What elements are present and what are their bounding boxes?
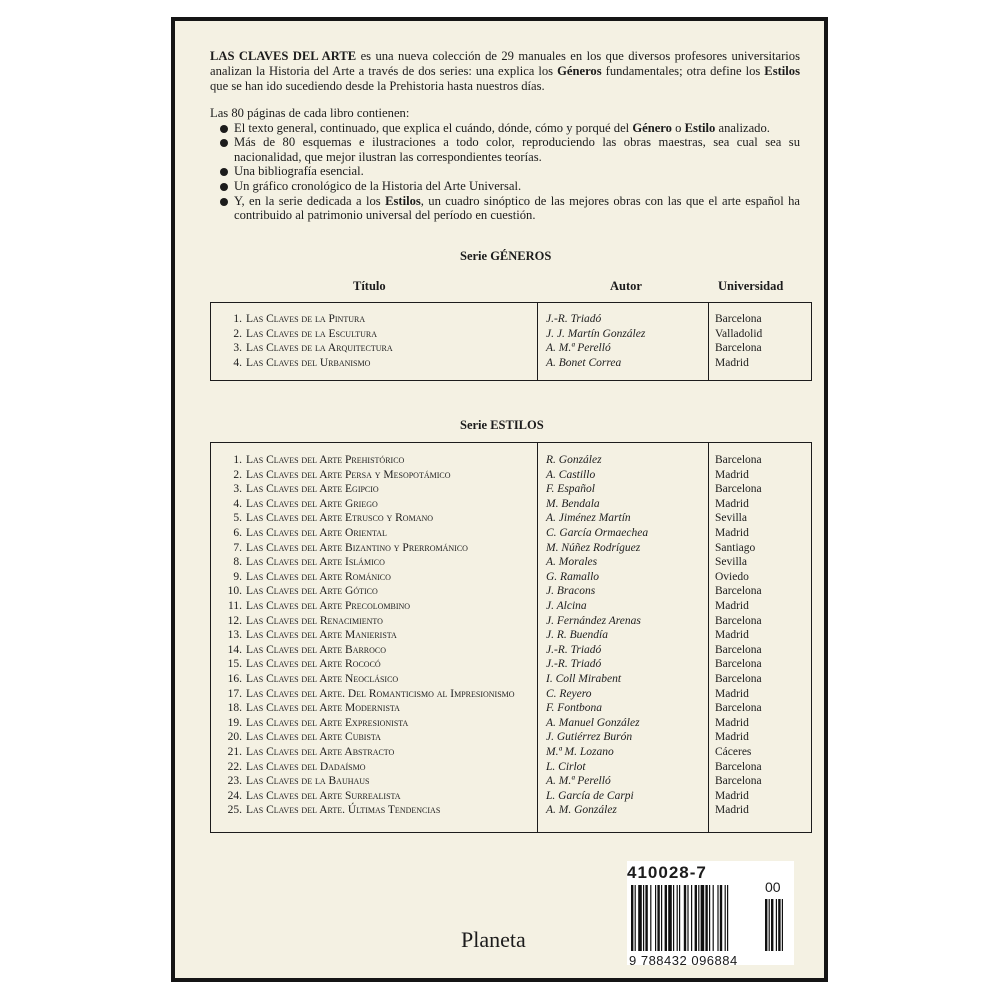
table-row xyxy=(211,614,811,629)
table-row xyxy=(211,657,811,672)
barcode-bar xyxy=(705,885,707,951)
barcode-bar xyxy=(657,885,659,951)
intro-generos: Géneros xyxy=(557,64,602,78)
row-number: 4. xyxy=(233,497,242,510)
table-row xyxy=(211,687,811,702)
book-author: L. Cirlot xyxy=(546,760,586,773)
barcode-bar xyxy=(725,885,726,951)
book-author: J. Fernández Arenas xyxy=(546,614,641,627)
book-author: J.-R. Triadó xyxy=(546,658,602,671)
row-number: 12. xyxy=(227,614,242,627)
serie-estilos-heading: Serie ESTILOS xyxy=(460,418,544,432)
table-row xyxy=(211,453,811,468)
row-number: 24. xyxy=(227,789,242,802)
intro-paragraph xyxy=(210,49,800,94)
list-item xyxy=(220,121,800,136)
book-author: M. Bendala xyxy=(546,497,600,510)
row-number: 2. xyxy=(233,468,242,481)
book-university: Madrid xyxy=(715,687,749,700)
book-title: Las Claves del Arte Precolombino xyxy=(246,600,411,612)
row-number: 3. xyxy=(233,342,242,355)
table-row xyxy=(211,526,811,541)
row-number: 16. xyxy=(227,673,242,685)
book-title: Las Claves del Arte Manierista xyxy=(246,629,397,642)
barcode-bar xyxy=(643,885,644,951)
table-row xyxy=(211,327,811,342)
book-title: Las Claves de la Arquitectura xyxy=(246,342,393,355)
table-row xyxy=(211,341,811,356)
book-title: Las Claves del Arte Cubista xyxy=(246,731,381,744)
book-author: J. R. Buendía xyxy=(546,629,608,642)
book-author: J.-R. Triadó xyxy=(546,643,602,656)
book-back-cover xyxy=(171,17,828,982)
barcode-bar xyxy=(769,899,770,951)
table-row xyxy=(211,760,811,775)
bullet-text: , un cuadro sinóptico de las mejores obras con las que el arte español ha contribuido al patrimonio universal del período en cuestión. xyxy=(234,193,800,223)
row-number: 9. xyxy=(233,570,242,583)
book-title: Las Claves del Arte Surrealista xyxy=(246,789,401,802)
bullet-text: o xyxy=(671,120,685,135)
publisher-logo: Planeta xyxy=(461,927,526,952)
table-row xyxy=(211,716,811,731)
barcode-bar xyxy=(677,885,678,951)
barcode-bar xyxy=(782,899,783,951)
list-item xyxy=(220,164,800,179)
book-title: Las Claves del Arte Rococó xyxy=(246,658,381,671)
barcode-bar xyxy=(695,885,697,951)
intro-text-3: que se han ido sucediendo desde la Prehistoria hasta nuestros días. xyxy=(210,79,545,93)
intro-estilos: Estilos xyxy=(764,64,800,78)
book-title: Las Claves del Renacimiento xyxy=(246,614,383,627)
table-row xyxy=(211,643,811,658)
row-number: 7. xyxy=(233,541,242,554)
contents-lead: Las 80 páginas de cada libro contienen: xyxy=(210,106,410,120)
contents-section xyxy=(210,106,800,223)
book-title: Las Claves de la Bauhaus xyxy=(246,775,370,788)
barcode-bar xyxy=(778,899,780,951)
barcode-bar xyxy=(776,899,777,951)
book-title: Las Claves del Urbanismo xyxy=(246,356,371,369)
generos-table xyxy=(210,302,812,381)
row-number: 3. xyxy=(233,483,242,496)
row-number: 14. xyxy=(227,643,242,656)
book-author: L. García de Carpi xyxy=(546,789,634,802)
row-number: 15. xyxy=(227,658,242,671)
book-title: Las Claves del Arte Modernista xyxy=(246,702,400,715)
book-author: J. J. Martín González xyxy=(546,327,646,340)
bullet-icon xyxy=(220,125,228,133)
book-university: Barcelona xyxy=(715,760,762,773)
book-university: Cáceres xyxy=(715,746,752,758)
row-number: 2. xyxy=(233,327,242,340)
book-author: C. Reyero xyxy=(546,687,592,700)
list-item xyxy=(220,194,800,223)
book-author: A. Manuel González xyxy=(546,716,640,729)
book-university: Barcelona xyxy=(715,313,762,325)
book-university: Madrid xyxy=(715,527,749,539)
barcode-bar xyxy=(665,885,667,951)
book-author: M. Núñez Rodríguez xyxy=(546,541,641,554)
row-number: 13. xyxy=(227,629,242,642)
book-university: Barcelona xyxy=(715,775,762,788)
book-title: Las Claves del Arte Prehistórico xyxy=(246,454,405,466)
book-university: Sevilla xyxy=(715,556,747,569)
table-row xyxy=(211,789,811,804)
contents-list xyxy=(210,121,800,223)
row-number: 10. xyxy=(227,585,242,598)
barcode-bar xyxy=(709,885,710,951)
book-university: Oviedo xyxy=(715,570,749,583)
book-author: A. Bonet Correa xyxy=(546,356,622,369)
collection-name: LAS CLAVES DEL ARTE xyxy=(210,49,357,63)
bullet-text: analizado. xyxy=(715,120,770,135)
book-university: Barcelona xyxy=(715,614,762,627)
book-title: Las Claves del Arte Barroco xyxy=(246,643,387,656)
column-header-titulo: Título xyxy=(353,279,386,293)
table-row xyxy=(211,803,811,818)
row-number: 17. xyxy=(227,687,242,700)
barcode-bar xyxy=(701,885,705,951)
column-header-universidad: Universidad xyxy=(718,279,784,293)
table-row xyxy=(211,497,811,512)
book-university: Madrid xyxy=(715,716,749,729)
book-university: Santiago xyxy=(715,541,756,554)
table-row xyxy=(211,541,811,556)
table-row xyxy=(211,701,811,716)
book-title: Las Claves del Arte. Del Romanticismo al Impresionismo xyxy=(246,687,515,700)
book-author: J. Bracons xyxy=(546,585,596,598)
bullet-icon xyxy=(220,198,228,206)
bullet-estilos: Estilos xyxy=(385,193,421,208)
barcode-bar xyxy=(698,885,699,951)
book-author: J. Alcina xyxy=(546,600,587,612)
bullet-estilo: Estilo xyxy=(684,120,716,135)
row-number: 1. xyxy=(233,454,242,466)
table-row xyxy=(211,555,811,570)
book-author: A. Jiménez Martín xyxy=(546,512,631,525)
book-university: Madrid xyxy=(715,356,749,369)
book-author: F. Fontbona xyxy=(546,702,603,715)
table-row xyxy=(211,312,811,327)
book-author: J.-R. Triadó xyxy=(546,313,602,325)
barcode-bar xyxy=(713,885,714,951)
book-university: Madrid xyxy=(715,804,749,817)
table-row xyxy=(211,468,811,483)
bullet-text: Y, en la serie dedicada a los xyxy=(234,193,386,208)
book-title: Las Claves del Arte Románico xyxy=(246,570,391,583)
book-author: R. González xyxy=(546,454,602,466)
barcode-bar xyxy=(765,899,767,951)
barcode-bar xyxy=(720,885,722,951)
book-university: Barcelona xyxy=(715,658,762,671)
intro-text-1: es una nueva colección de 29 manuales en los que diversos profesores universitarios analizan la Historia del Arte a través de dos series: una explica los xyxy=(210,49,800,78)
book-title: Las Claves del Arte. Últimas Tendencias xyxy=(246,804,441,817)
serie-generos-heading: Serie GÉNEROS xyxy=(460,249,552,263)
book-author: A. M. González xyxy=(546,804,617,817)
row-number: 5. xyxy=(233,512,242,525)
barcode-bar xyxy=(687,885,688,951)
book-university: Madrid xyxy=(715,600,749,612)
table-row xyxy=(211,730,811,745)
barcode-bar xyxy=(655,885,656,951)
barcode-code: 410028-7 xyxy=(627,863,707,882)
barcode-bar xyxy=(679,885,680,951)
barcode-bar xyxy=(635,885,636,951)
barcode-bar xyxy=(771,899,773,951)
row-number: 20. xyxy=(227,731,242,744)
book-author: A. Castillo xyxy=(546,468,596,481)
book-university: Madrid xyxy=(715,497,749,510)
bullet-text: Una bibliografía esencial. xyxy=(234,164,364,179)
book-university: Madrid xyxy=(715,731,749,744)
barcode-bar xyxy=(717,885,718,951)
bullet-genero: Género xyxy=(632,120,672,135)
barcode-bar xyxy=(650,885,651,951)
book-university: Barcelona xyxy=(715,673,762,685)
book-university: Barcelona xyxy=(715,643,762,656)
row-number: 21. xyxy=(227,746,242,758)
book-university: Barcelona xyxy=(715,585,762,598)
book-university: Sevilla xyxy=(715,512,747,525)
estilos-table xyxy=(210,442,812,833)
row-number: 1. xyxy=(233,313,242,325)
book-title: Las Claves del Arte Expresionista xyxy=(246,716,409,729)
table-row xyxy=(211,570,811,585)
row-number: 22. xyxy=(227,760,242,773)
book-title: Las Claves del Arte Persa y Mesopotámico xyxy=(246,468,451,481)
bullet-text: Un gráfico cronológico de la Historia del Arte Universal. xyxy=(234,178,522,193)
book-title: Las Claves del Arte Gótico xyxy=(246,585,378,598)
table-row xyxy=(211,628,811,643)
book-author: M.ª M. Lozano xyxy=(546,746,614,758)
book-university: Barcelona xyxy=(715,702,762,715)
barcode-bar xyxy=(668,885,672,951)
barcode-addon: 00 xyxy=(765,879,781,895)
book-university: Madrid xyxy=(715,468,749,481)
book-title: Las Claves del Arte Egipcio xyxy=(246,483,379,496)
barcode-bar xyxy=(645,885,647,951)
bullet-icon xyxy=(220,183,228,191)
table-row xyxy=(211,672,811,687)
book-title: Las Claves del Arte Neoclásico xyxy=(246,673,399,685)
barcode-bar xyxy=(638,885,642,951)
barcode-bar xyxy=(631,885,633,951)
book-title: Las Claves del Arte Griego xyxy=(246,497,378,510)
book-title: Las Claves del Arte Bizantino y Prerrománico xyxy=(246,541,468,554)
row-number: 25. xyxy=(227,804,242,817)
book-university: Madrid xyxy=(715,629,749,642)
table-row xyxy=(211,774,811,789)
book-university: Madrid xyxy=(715,789,749,802)
book-title: Las Claves del Arte Etrusco y Romano xyxy=(246,512,434,525)
column-header-autor: Autor xyxy=(610,279,642,293)
row-number: 8. xyxy=(233,556,242,569)
book-university: Valladolid xyxy=(715,327,763,340)
book-title: Las Claves del Arte Oriental xyxy=(246,527,387,539)
row-number: 6. xyxy=(233,527,242,539)
book-title: Las Claves del Arte Abstracto xyxy=(246,746,395,758)
table-row xyxy=(211,745,811,760)
bullet-text: El texto general, continuado, que explica el cuándo, dónde, cómo y porqué del xyxy=(234,120,633,135)
book-author: I. Coll Mirabent xyxy=(546,673,622,685)
book-title: Las Claves de la Escultura xyxy=(246,327,378,340)
book-author: A. M.ª Perelló xyxy=(546,775,611,788)
table-row xyxy=(211,482,811,497)
row-number: 4. xyxy=(233,356,242,369)
intro-text-2: fundamentales; otra define los xyxy=(601,64,765,78)
book-university: Barcelona xyxy=(715,342,762,355)
bullet-icon xyxy=(220,168,228,176)
bullet-icon xyxy=(220,139,228,147)
book-author: C. García Ormaechea xyxy=(546,527,649,539)
book-author: G. Ramallo xyxy=(546,570,600,583)
barcode-isbn: 9 788432 096884 xyxy=(629,953,738,968)
bullet-text: Más de 80 esquemas e ilustraciones a todo color, reproduciendo las obras maestras, sea cual sea su nacionalidad, que mejor ilustran las correspondientes teorías. xyxy=(234,135,800,164)
book-author: J. Gutiérrez Burón xyxy=(546,731,633,744)
table-row xyxy=(211,356,811,371)
book-university: Barcelona xyxy=(715,483,762,496)
list-item xyxy=(220,135,800,164)
barcode-bar xyxy=(661,885,662,951)
book-author: A. M.ª Perelló xyxy=(546,342,611,355)
book-title: Las Claves del Arte Islámico xyxy=(246,556,385,569)
book-university: Barcelona xyxy=(715,454,762,466)
barcode-bar xyxy=(684,885,686,951)
table-row xyxy=(211,511,811,526)
book-title: Las Claves de la Pintura xyxy=(246,313,366,325)
row-number: 23. xyxy=(227,775,242,788)
table-row xyxy=(211,599,811,614)
row-number: 18. xyxy=(227,702,242,715)
barcode-bar xyxy=(691,885,692,951)
barcode-bar xyxy=(673,885,674,951)
list-item xyxy=(220,179,800,194)
row-number: 11. xyxy=(228,600,242,612)
book-author: A. Morales xyxy=(546,556,598,569)
book-author: F. Español xyxy=(546,483,595,496)
barcode-bar xyxy=(727,885,728,951)
table-row xyxy=(211,584,811,599)
row-number: 19. xyxy=(227,716,242,729)
book-title: Las Claves del Dadaísmo xyxy=(246,760,366,773)
